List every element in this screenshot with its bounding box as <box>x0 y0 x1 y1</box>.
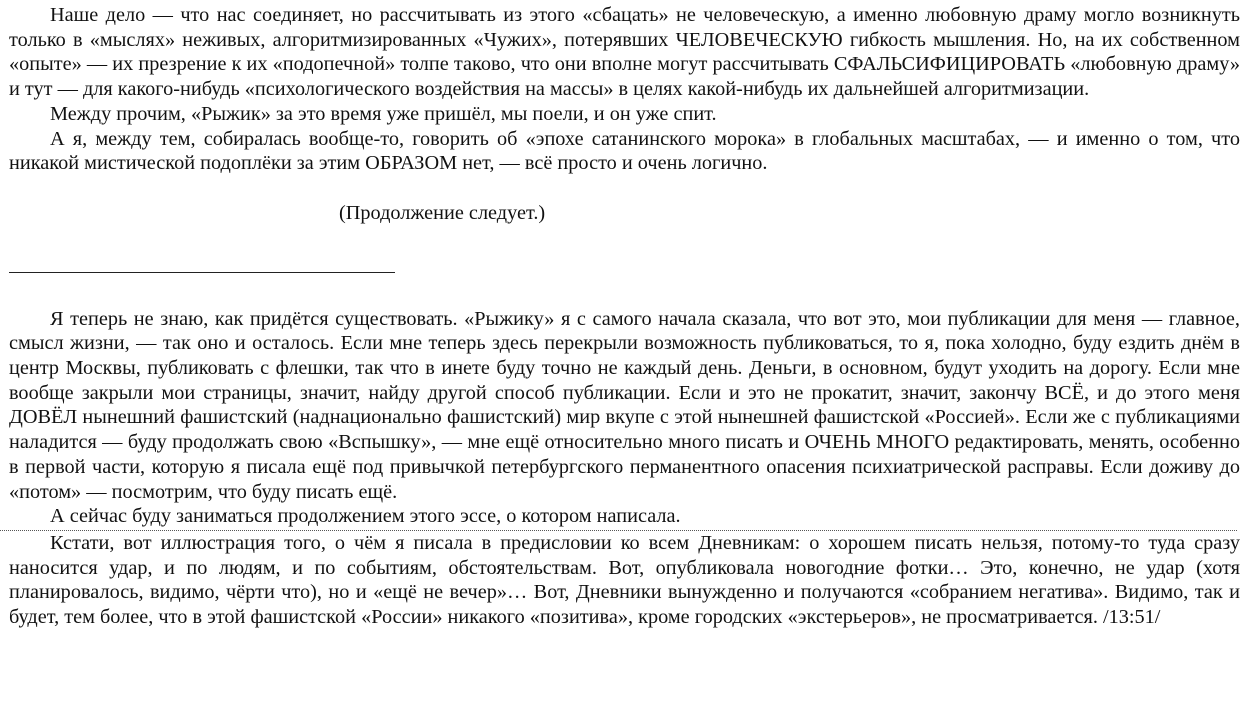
blank-line <box>9 176 1240 201</box>
paragraph: А сейчас буду заниматься продолжением этого эссе, о котором написала. <box>50 505 681 528</box>
continuation-note: (Продолжение следует.) <box>339 201 546 224</box>
document-body <box>9 3 1240 630</box>
paragraph: Я теперь не знаю, как придётся существовать. «Рыжику» я с самого начала сказала, что вот это, мои публикации для меня — главное, смысл жизни, — так оно и осталось. Если мне теперь здесь перекрыли возможность публиковаться, то я, пока холодно, буду ездить днём в центр Москвы, публиковать с флешки, так что в инете буду точно не каждый день. Деньги, в основном, будут уходить на дорогу. Если мне вообще закрыли мои страницы, значит, найду другой способ публикации. Если и это не прокатит, значит, закончу ВСЁ, и до этого меня ДОВЁЛ нынешний фашистский (наднационально фашистский) мир вкупе с этой нынешней фашистской «Россией». Если же с публикациями наладится — буду продолжать свою «Вспышку», — мне ещё относительно много писать и ОЧЕНЬ МНОГО редактировать, менять, особенно в первой части, которую я писала ещё под привычкой петербургского перманентного опасения психиатрической расправы. Если доживу до «потом» — посмотрим, что буду писать ещё. <box>9 307 1240 503</box>
paragraph: А я, между тем, собиралась вообще-то, говорить об «эпохе сатанинского морока» в глобальных масштабах, — и именно о том, что никакой мистической подоплёки за этим ОБРАЗОМ нет, — всё просто и очень логично. <box>9 127 1240 175</box>
paragraph: Кстати, вот иллюстрация того, о чём я писала в предисловии ко всем Дневникам: о хорошем писать нельзя, потому-то туда сразу наносится удар, и по людям, и по событиям, обстоятельствам. Вот, опубликовала новогодние фотки… Это, конечно, не удар (хотя планировалось, видимо, чёрти что), но и «ещё не вечер»… Вот, Дневники вынужденно и получаются «собранием негатива». Видимо, так и будет, тем более, что в этой фашистской «России» никакого «позитива», кроме городских «экстерьеров», не просматривается. /13:51/ <box>9 531 1240 629</box>
paragraph: Между прочим, «Рыжик» за это время уже пришёл, мы поели, и он уже спит. <box>50 102 717 125</box>
separator-line <box>9 272 395 273</box>
paragraph: Наше дело — что нас соединяет, но рассчитывать из этого «сбацать» не человеческую, а именно любовную драму могло возникнуть только в «мыслях» неживых, алгоритмизированных «Чужих», потерявших ЧЕЛОВЕЧЕСКУЮ гибкость мышления. Но, на их собственном «опыте» — их презрение к их «подопечной» толпе таково, что они вполне могут рассчитывать СФАЛЬСИФИЦИРОВАТЬ «любовную драму» и тут — для какого-нибудь «психологического воздействия на массы» в целях какой-нибудь их дальнейшей алгоритмизации. <box>9 4 1240 101</box>
